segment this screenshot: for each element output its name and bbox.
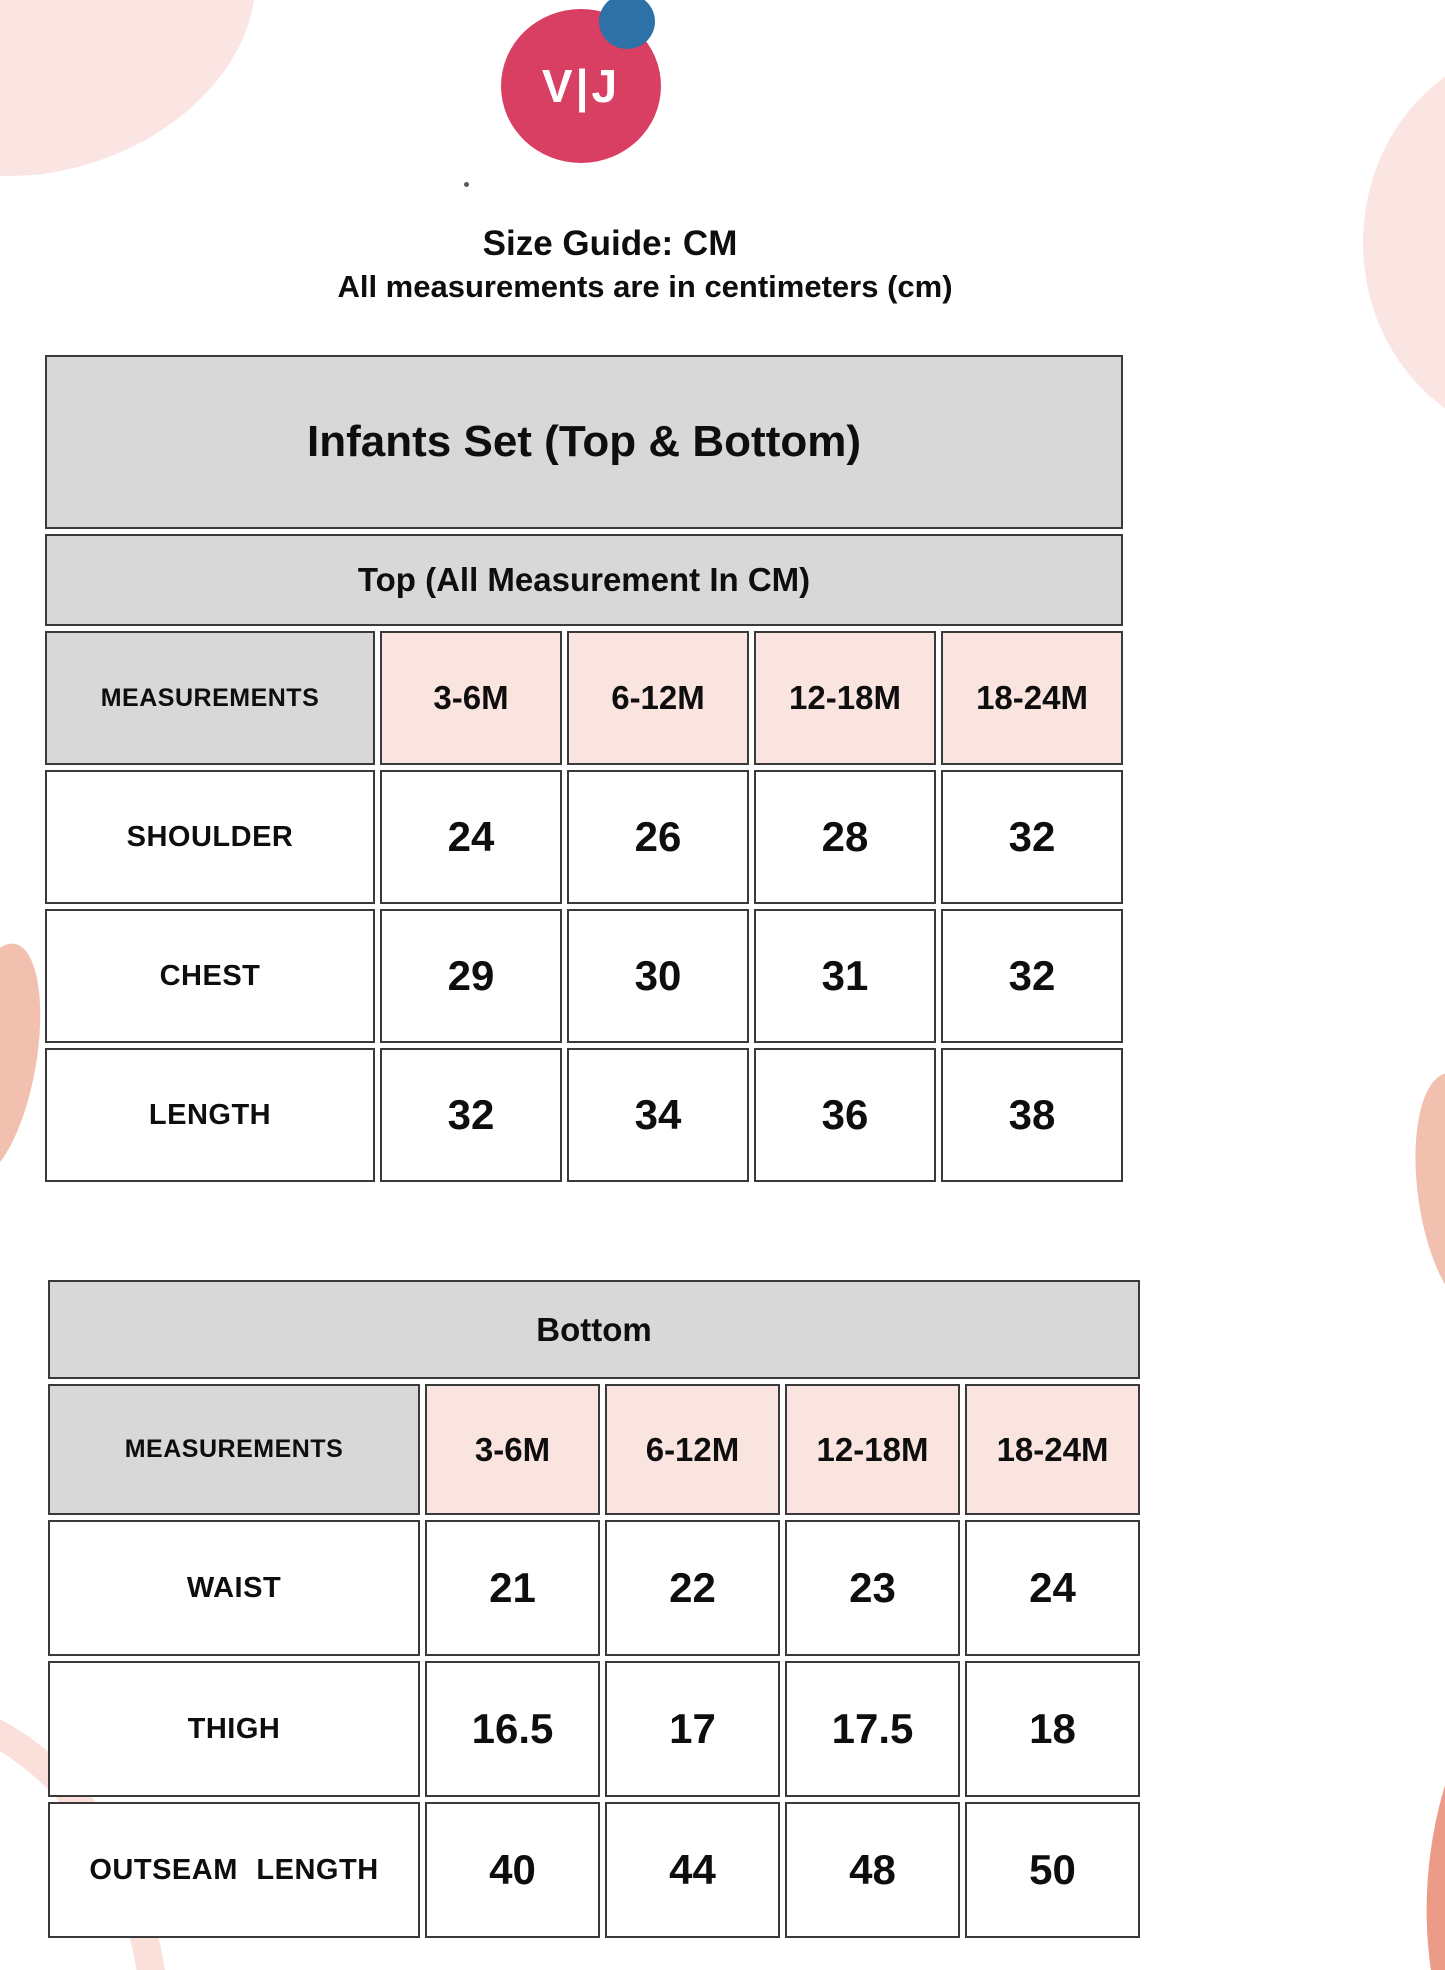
table-row-length [45, 1048, 1123, 1182]
outseam-12-18m: 48 [785, 1802, 960, 1938]
thigh-12-18m: 17.5 [785, 1661, 960, 1797]
length-3-6m: 32 [380, 1048, 562, 1182]
row-label-shoulder: SHOULDER [45, 770, 375, 904]
page-title: Size Guide: CM [482, 224, 738, 263]
table-row-chest [45, 909, 1123, 1043]
length-6-12m: 34 [567, 1048, 749, 1182]
logo-letters: V|J [541, 60, 621, 112]
column-header-measurements-bottom: MEASUREMENTS [48, 1384, 420, 1515]
row-label-thigh: THIGH [48, 1661, 420, 1797]
thigh-6-12m: 17 [605, 1661, 780, 1797]
shoulder-6-12m: 26 [567, 770, 749, 904]
waist-12-18m: 23 [785, 1520, 960, 1656]
column-header-6-12m-bottom: 6-12M [605, 1384, 780, 1515]
table-row-thigh [48, 1661, 1140, 1797]
page-subtitle: All measurements are in centimeters (cm) [337, 269, 953, 304]
outseam-3-6m: 40 [425, 1802, 600, 1938]
length-18-24m: 38 [941, 1048, 1123, 1182]
column-header-12-18m-bottom: 12-18M [785, 1384, 960, 1515]
chest-3-6m: 29 [380, 909, 562, 1043]
row-label-waist: WAIST [48, 1520, 420, 1656]
row-label-length: LENGTH [45, 1048, 375, 1182]
shoulder-3-6m: 24 [380, 770, 562, 904]
column-header-measurements: MEASUREMENTS [45, 631, 375, 765]
bottom-size-table [43, 1275, 1145, 1943]
decor-blob-top-left [0, 0, 299, 229]
decor-blob-mid-right [1402, 1067, 1445, 1319]
column-header-6-12m: 6-12M [567, 631, 749, 765]
waist-3-6m: 21 [425, 1520, 600, 1656]
waist-18-24m: 24 [965, 1520, 1140, 1656]
waist-6-12m: 22 [605, 1520, 780, 1656]
thigh-3-6m: 16.5 [425, 1661, 600, 1797]
shoulder-18-24m: 32 [941, 770, 1123, 904]
decor-blob-top-right [1363, 45, 1445, 440]
top-size-table [40, 350, 1128, 1187]
table-row-waist [48, 1520, 1140, 1656]
chest-6-12m: 30 [567, 909, 749, 1043]
table-row-shoulder [45, 770, 1123, 904]
decor-dot [464, 182, 469, 187]
thigh-18-24m: 18 [965, 1661, 1140, 1797]
table-row-outseam-length [48, 1802, 1140, 1938]
column-header-18-24m-bottom: 18-24M [965, 1384, 1140, 1515]
chest-12-18m: 31 [754, 909, 936, 1043]
table-subtitle-top: Top (All Measurement In CM) [45, 534, 1123, 626]
row-label-chest: CHEST [45, 909, 375, 1043]
length-12-18m: 36 [754, 1048, 936, 1182]
row-label-outseam-length: OUTSEAM LENGTH [48, 1802, 420, 1938]
decor-ring-bottom-right [1399, 1582, 1445, 1970]
table-title-bottom: Bottom [48, 1280, 1140, 1379]
outseam-18-24m: 50 [965, 1802, 1140, 1938]
column-header-3-6m-bottom: 3-6M [425, 1384, 600, 1515]
column-header-3-6m: 3-6M [380, 631, 562, 765]
column-header-18-24m: 18-24M [941, 631, 1123, 765]
chest-18-24m: 32 [941, 909, 1123, 1043]
shoulder-12-18m: 28 [754, 770, 936, 904]
column-header-12-18m: 12-18M [754, 631, 936, 765]
outseam-6-12m: 44 [605, 1802, 780, 1938]
table-title-infants-set: Infants Set (Top & Bottom) [45, 355, 1123, 529]
